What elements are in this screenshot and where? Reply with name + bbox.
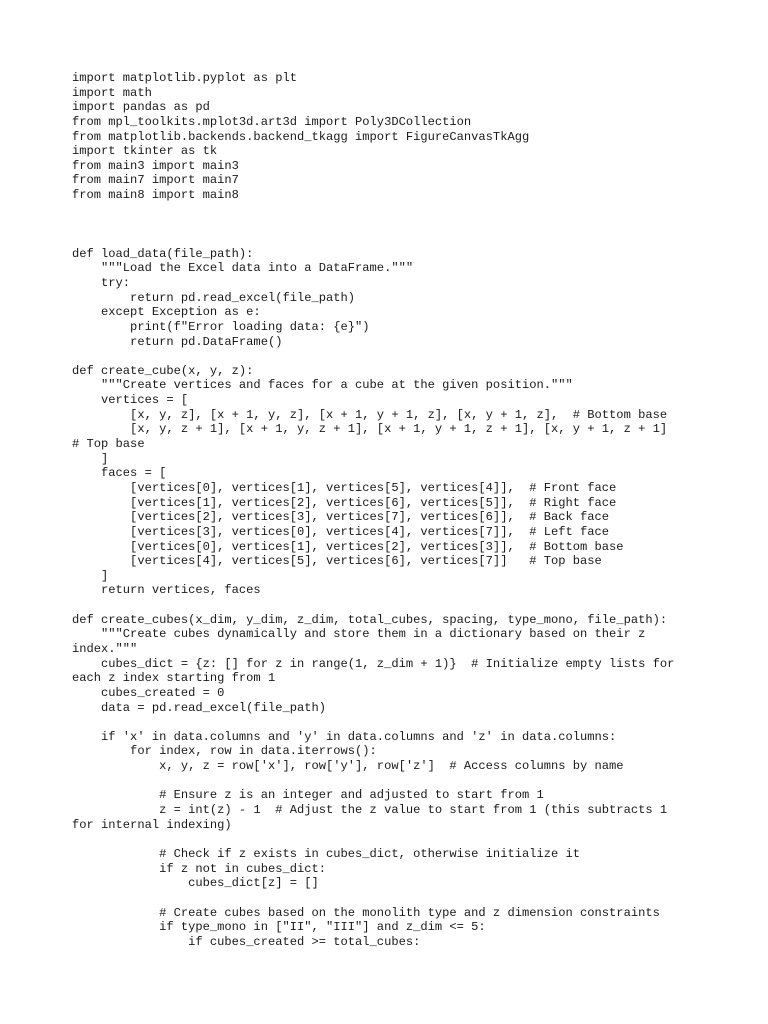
code-line: from mpl_toolkits.mplot3d.art3d import Poly3DCollection (72, 114, 472, 129)
code-line: import math (72, 85, 152, 100)
code-line: [x, y, z], [x + 1, y, z], [x + 1, y + 1, z], [x, y + 1, z], # Bottom base (72, 407, 668, 422)
code-line: ] (72, 568, 109, 583)
code-line: [vertices[0], vertices[1], vertices[5], vertices[4]], # Front face (72, 480, 617, 495)
code-line: [vertices[3], vertices[0], vertices[4], vertices[7]], # Left face (72, 524, 610, 539)
code-line: [x, y, z + 1], [x + 1, y, z + 1], [x + 1, y + 1, z + 1], [x, y + 1, z + 1] (72, 422, 668, 437)
code-line: # Create cubes based on the monolith type and z dimension constraints (72, 905, 660, 920)
code-line: import tkinter as tk (72, 144, 218, 159)
code-line: from main3 import main3 (72, 158, 239, 173)
code-line: for index, row in data.iterrows(): (72, 744, 377, 759)
code-line (72, 832, 712, 847)
code-line: """Load the Excel data into a DataFrame.""" (72, 261, 414, 276)
code-line: if z not in cubes_dict: (72, 861, 327, 876)
code-line: index.""" (72, 641, 138, 656)
code-line: if 'x' in data.columns and 'y' in data.columns and 'z' in data.columns: (72, 729, 617, 744)
code-line: for internal indexing) (72, 817, 232, 832)
code-line: """Create vertices and faces for a cube at the given position.""" (72, 378, 573, 393)
code-line: cubes_dict[z] = [] (72, 876, 319, 891)
code-line: cubes_dict = {z: [] for z in range(1, z_dim + 1)} # Initialize empty lists for (72, 656, 675, 671)
code-line: from matplotlib.backends.backend_tkagg import FigureCanvasTkAgg (72, 129, 530, 144)
code-line: if cubes_created >= total_cubes: (72, 934, 421, 949)
code-line: [vertices[1], vertices[2], vertices[6], vertices[5]], # Right face (72, 495, 617, 510)
code-block (72, 71, 712, 949)
code-line: ] (72, 451, 109, 466)
code-line: try: (72, 275, 131, 290)
code-line: x, y, z = row['x'], row['y'], row['z'] # Access columns by name (72, 759, 624, 774)
code-line: from main7 import main7 (72, 173, 239, 188)
code-line: from main8 import main8 (72, 188, 239, 203)
code-line: return vertices, faces (72, 583, 261, 598)
code-line (72, 349, 712, 364)
code-line: [vertices[0], vertices[1], vertices[2], vertices[3]], # Bottom base (72, 539, 624, 554)
code-line (72, 232, 712, 247)
code-line (72, 598, 712, 613)
code-line: def load_data(file_path): (72, 246, 254, 261)
code-line: if type_mono in ["II", "III"] and z_dim <= 5: (72, 920, 486, 935)
code-line: [vertices[2], vertices[3], vertices[7], vertices[6]], # Back face (72, 510, 610, 525)
code-line: return pd.DataFrame() (72, 334, 283, 349)
code-line: cubes_created = 0 (72, 685, 225, 700)
code-line (72, 203, 712, 218)
code-line: except Exception as e: (72, 305, 261, 320)
code-line: print(f"Error loading data: {e}") (72, 319, 370, 334)
code-line (72, 774, 712, 789)
code-line: data = pd.read_excel(file_path) (72, 700, 327, 715)
code-line (72, 217, 712, 232)
code-line (72, 891, 712, 906)
code-line: def create_cube(x, y, z): (72, 363, 254, 378)
code-line: faces = [ (72, 466, 167, 481)
code-line: z = int(z) - 1 # Adjust the z value to start from 1 (this subtracts 1 (72, 803, 668, 818)
code-line: import matplotlib.pyplot as plt (72, 71, 297, 85)
code-line: # Check if z exists in cubes_dict, otherwise initialize it (72, 846, 581, 861)
code-line: return pd.read_excel(file_path) (72, 290, 356, 305)
code-line (72, 715, 712, 730)
code-line: each z index starting from 1 (72, 671, 276, 686)
code-line: # Top base (72, 437, 145, 452)
code-line: vertices = [ (72, 393, 189, 408)
code-line: [vertices[4], vertices[5], vertices[6], vertices[7]] # Top base (72, 554, 602, 569)
code-line: """Create cubes dynamically and store them in a dictionary based on their z (72, 627, 646, 642)
code-line: def create_cubes(x_dim, y_dim, z_dim, total_cubes, spacing, type_mono, file_path): (72, 612, 668, 627)
code-line: import pandas as pd (72, 100, 210, 115)
code-line: # Ensure z is an integer and adjusted to start from 1 (72, 788, 544, 803)
